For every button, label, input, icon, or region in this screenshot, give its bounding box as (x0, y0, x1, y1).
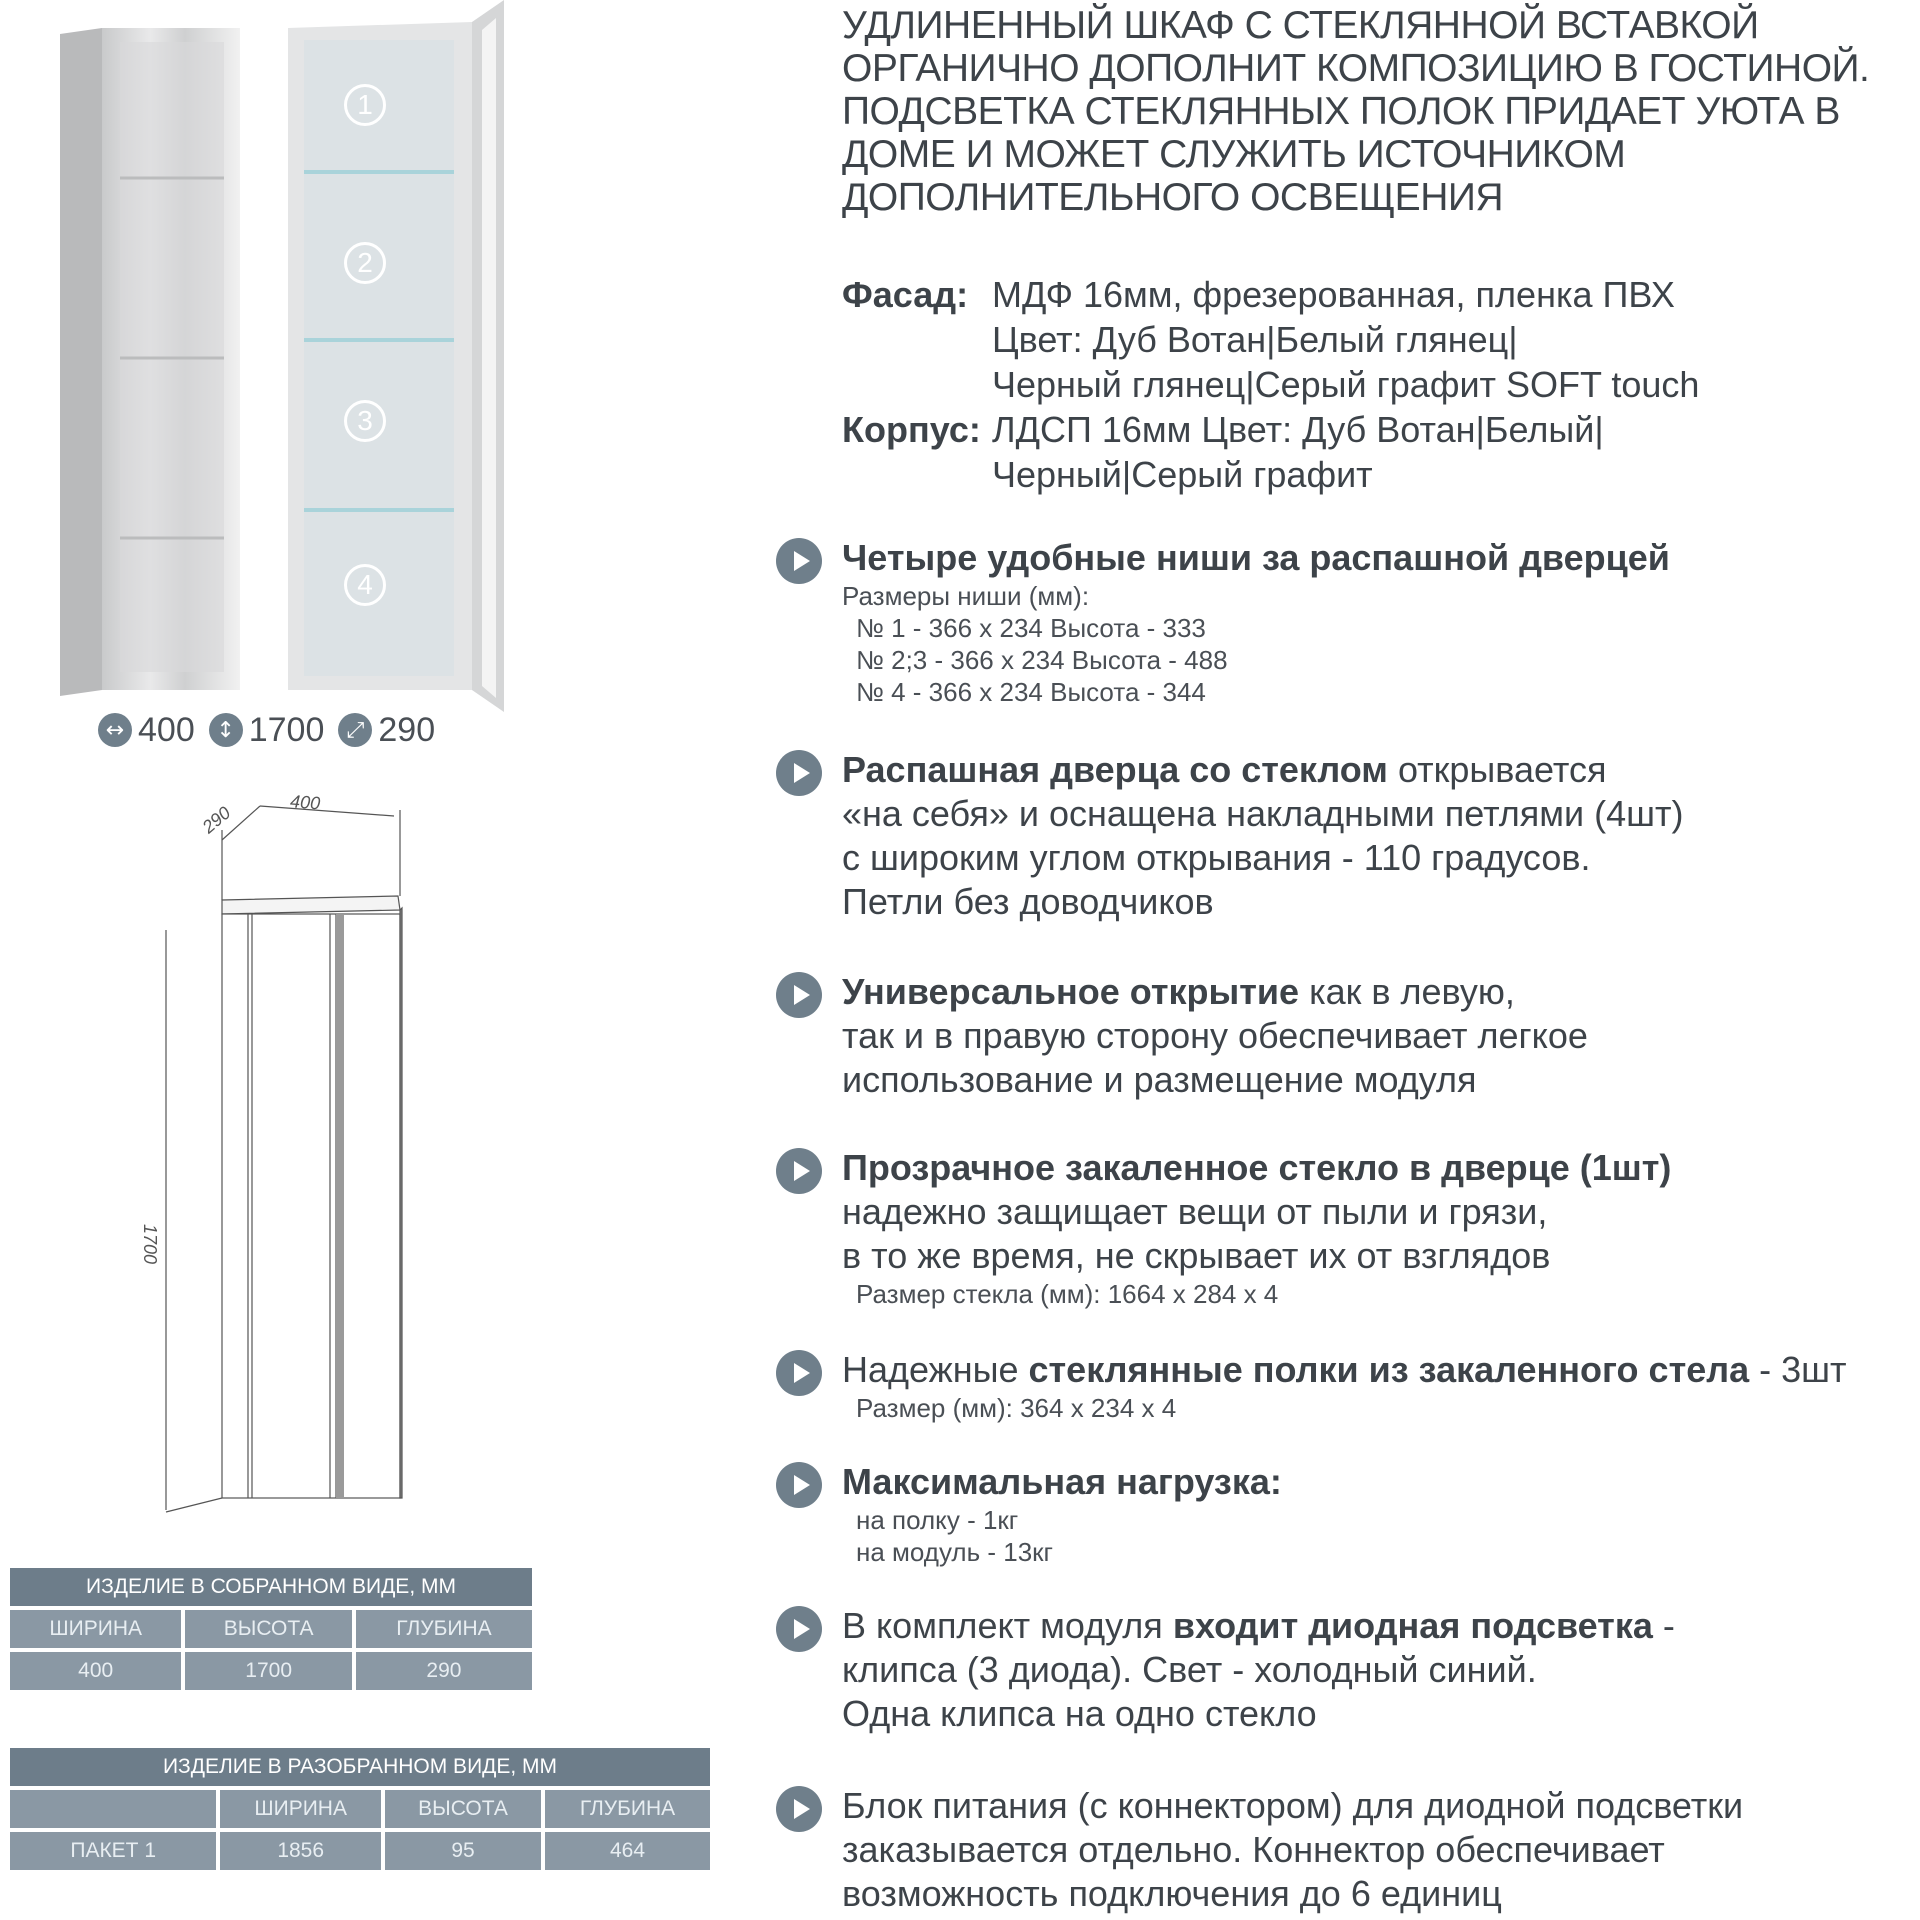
table-value-cell: 95 (385, 1832, 541, 1870)
feature-detail: на модуль - 13кг (856, 1537, 1054, 1567)
play-bullet-icon (776, 750, 822, 796)
play-bullet-icon (776, 972, 822, 1018)
feature-text: Надежные (842, 1349, 1029, 1390)
feature-text: «на себя» и оснащена накладными петлями (4шт) (842, 793, 1684, 834)
feature-detail: № 4 - 366 x 234 Высота - 344 (856, 677, 1206, 707)
dim-width: 400 (138, 710, 195, 749)
play-bullet-icon (776, 1606, 822, 1652)
feature-universal (776, 970, 1906, 1102)
feature-text: возможность подключения до 6 единиц (842, 1873, 1502, 1914)
feature-text: с широким углом открывания - 110 градусов. (842, 837, 1591, 878)
feature-title: Универсальное открытие (842, 971, 1300, 1012)
feature-text: использование и размещение модуля (842, 1059, 1477, 1100)
play-bullet-icon (776, 1786, 822, 1832)
facade-line: МДФ 16мм, фрезерованная, пленка ПВХ (992, 274, 1675, 315)
table-header-cell: ШИРИНА (10, 1610, 181, 1648)
materials-block (842, 272, 1699, 497)
feature-title: Распашная дверца со стеклом (842, 749, 1388, 790)
technical-drawing (140, 770, 440, 1530)
table-value-cell: 464 (545, 1832, 710, 1870)
feature-led (776, 1604, 1906, 1736)
table-header-cell: ГЛУБИНА (545, 1790, 710, 1828)
niche-number-3: 3 (344, 400, 386, 442)
width-arrows-icon: ↔ (98, 713, 132, 747)
drawing-height-label: 1700 (140, 1224, 160, 1265)
table-header-cell: ВЫСОТА (185, 1610, 352, 1648)
feature-text: открывается (1387, 749, 1607, 790)
play-bullet-icon (776, 1148, 822, 1194)
dim-height: 1700 (248, 710, 325, 749)
feature-text: - 3шт (1749, 1349, 1847, 1390)
cabinet-closed-photo (60, 28, 240, 696)
niche-number-4: 4 (344, 564, 386, 606)
feature-detail: № 2;3 - 366 x 234 Высота - 488 (856, 645, 1228, 675)
feature-niches (776, 536, 1906, 708)
table-header-cell: ГЛУБИНА (356, 1610, 532, 1648)
feature-text: Петли без доводчиков (842, 881, 1214, 922)
feature-title: Четыре удобные ниши за распашной дверцей (842, 537, 1670, 578)
facade-label: Фасад: (842, 274, 969, 315)
feature-title: Максимальная нагрузка: (842, 1461, 1282, 1502)
drawing-width-label: 400 (289, 791, 321, 814)
intro-line: ПОДСВЕТКА СТЕКЛЯННЫХ ПОЛОК ПРИДАЕТ УЮТА В (842, 90, 1840, 133)
table-assembled-title: ИЗДЕЛИЕ В СОБРАННОМ ВИДЕ, ММ (10, 1568, 532, 1606)
drawing-depth-label: 290 (198, 802, 235, 838)
intro-line: УДЛИНЕННЫЙ ШКАФ С СТЕКЛЯННОЙ ВСТАВКОЙ (842, 4, 1759, 47)
play-bullet-icon (776, 538, 822, 584)
table-header-cell: ШИРИНА (220, 1790, 381, 1828)
intro-line: ДОМЕ И МОЖЕТ СЛУЖИТЬ ИСТОЧНИКОМ (842, 133, 1626, 176)
feature-text: Блок питания (с коннектором) для диодной подсветки (842, 1785, 1744, 1826)
niche-number-2: 2 (344, 242, 386, 284)
feature-detail: Размер (мм): 364 x 234 x 4 (856, 1393, 1177, 1423)
feature-text: в то же время, не скрывает их от взглядов (842, 1235, 1551, 1276)
facade-line: Цвет: Дуб Вотан|Белый глянец| (992, 319, 1518, 360)
cabinet-open-photo (282, 0, 522, 712)
feature-text: надежно защищает вещи от пыли и грязи, (842, 1191, 1548, 1232)
dim-depth: 290 (378, 710, 436, 749)
depth-arrows-icon: ⤢ (338, 713, 372, 747)
table-row-label: ПАКЕТ 1 (10, 1832, 216, 1870)
feature-text: как в левую, (1299, 971, 1515, 1012)
feature-detail: Размер стекла (мм): 1664 x 284 x 4 (856, 1279, 1279, 1309)
feature-door (776, 748, 1906, 924)
feature-subtitle: Размеры ниши (мм): (842, 581, 1090, 611)
facade-line: Черный глянец|Серый графит SOFT touch (992, 364, 1700, 405)
table-header-cell (10, 1790, 216, 1828)
table-disassembled (6, 1744, 714, 1874)
intro-line: ДОПОЛНИТЕЛЬНОГО ОСВЕЩЕНИЯ (842, 176, 1504, 219)
feature-title: Прозрачное закаленное стекло в дверце (1шт) (842, 1147, 1672, 1188)
feature-shelves (776, 1348, 1906, 1424)
body-line: ЛДСП 16мм Цвет: Дуб Вотан|Белый| (992, 409, 1604, 450)
table-value-cell: 290 (356, 1652, 532, 1690)
feature-glass (776, 1146, 1906, 1310)
table-value-cell: 1700 (185, 1652, 352, 1690)
feature-title: входит диодная подсветка (1172, 1605, 1653, 1646)
play-bullet-icon (776, 1350, 822, 1396)
feature-text: так и в правую сторону обеспечивает легкое (842, 1015, 1588, 1056)
height-arrows-icon: ↕ (209, 713, 243, 747)
niche-number-1: 1 (344, 84, 386, 126)
feature-detail: на полку - 1кг (856, 1505, 1019, 1535)
table-header-cell: ВЫСОТА (385, 1790, 541, 1828)
intro-line: ОРГАНИЧНО ДОПОЛНИТ КОМПОЗИЦИЮ В ГОСТИНОЙ. (842, 47, 1870, 90)
feature-text: Одна клипса на одно стекло (842, 1693, 1317, 1734)
feature-power-unit (776, 1784, 1906, 1916)
feature-text: заказывается отдельно. Коннектор обеспечивает (842, 1829, 1665, 1870)
table-disassembled-title: ИЗДЕЛИЕ В РАЗОБРАННОМ ВИДЕ, ММ (10, 1748, 710, 1786)
feature-text: - (1652, 1605, 1675, 1646)
play-bullet-icon (776, 1462, 822, 1508)
dimensions-row (98, 708, 449, 752)
intro-text (842, 4, 1902, 219)
feature-text: клипса (3 диода). Свет - холодный синий. (842, 1649, 1537, 1690)
table-assembled (6, 1564, 536, 1694)
feature-detail: № 1 - 366 x 234 Высота - 333 (856, 613, 1206, 643)
body-label: Корпус: (842, 409, 981, 450)
feature-max-load (776, 1460, 1906, 1568)
body-line: Черный|Серый графит (992, 454, 1373, 495)
feature-title: стеклянные полки из закаленного стела (1028, 1349, 1750, 1390)
table-value-cell: 1856 (220, 1832, 381, 1870)
table-value-cell: 400 (10, 1652, 181, 1690)
feature-text: В комплект модуля (842, 1605, 1173, 1646)
